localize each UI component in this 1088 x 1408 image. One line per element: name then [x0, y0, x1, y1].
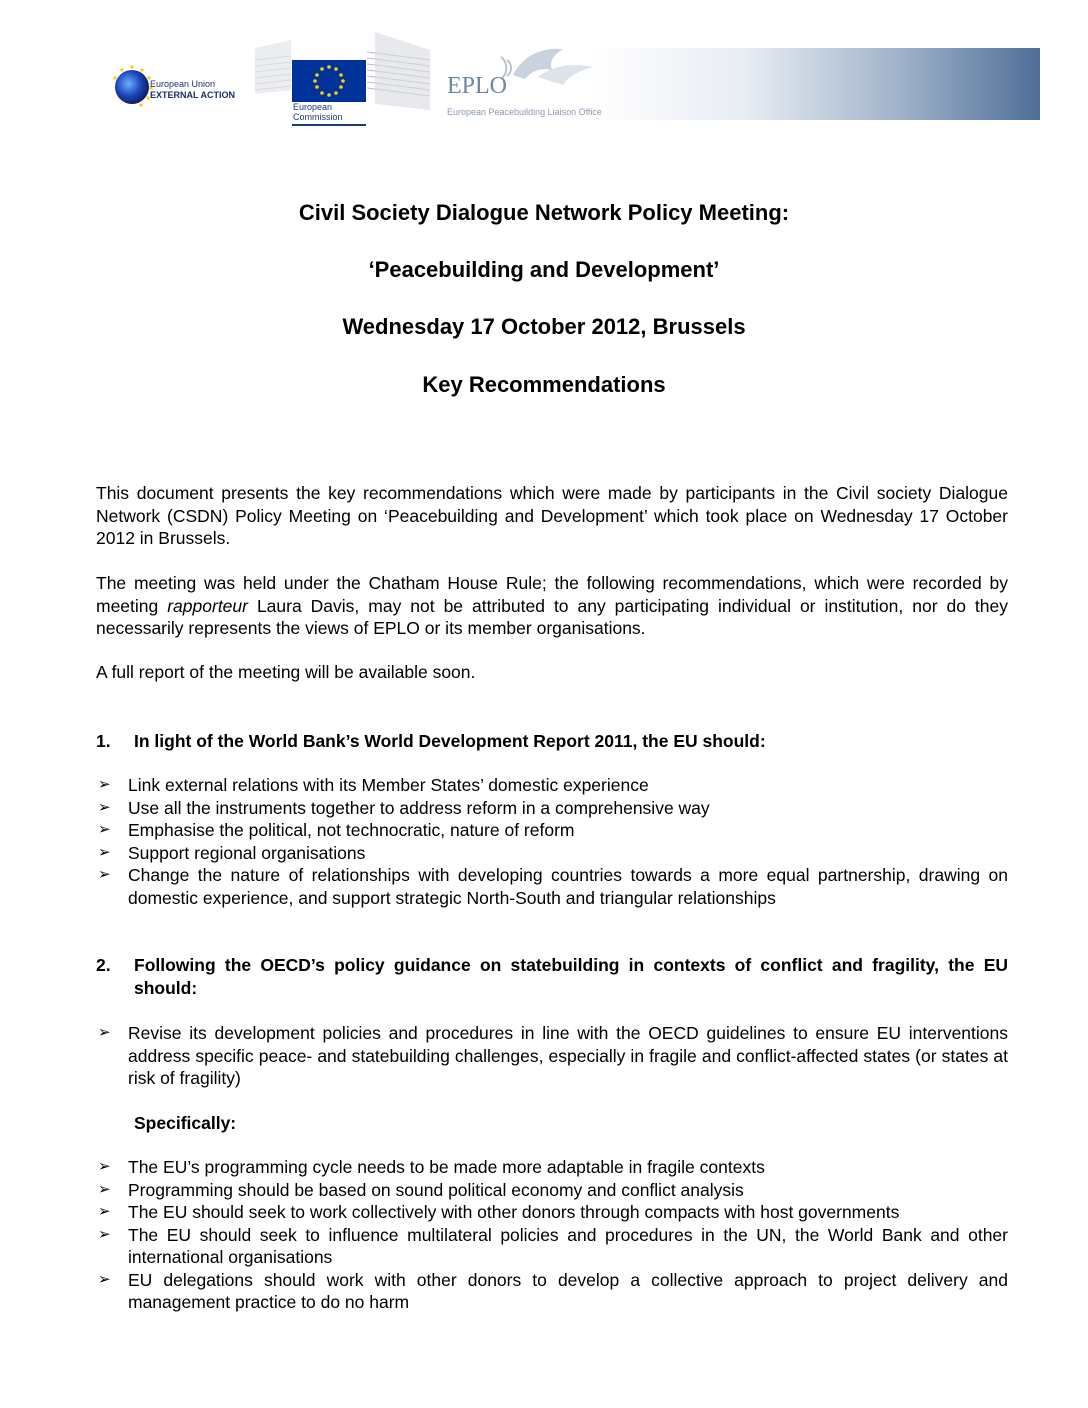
list-item-text: EU delegations should work with other donors to develop a collective approach to project delivery and management practice to do no harm	[128, 1269, 1008, 1312]
intro-paragraph-2-b: Laura Davis, may not be attributed to any participating individual or institution, nor do they necessarily represents the views of EPLO or its member organisations.	[96, 595, 1008, 638]
list-item	[96, 842, 1008, 865]
eplo-dove-icon	[493, 45, 603, 85]
list-item-text: The EU’s programming cycle needs to be made more adaptable in fragile contexts	[128, 1157, 765, 1177]
document-subtitle: ‘Peacebuilding and Development’	[368, 257, 720, 282]
section-2-heading	[96, 954, 1008, 999]
list-item-text: Link external relations with its Member States’ domestic experience	[128, 775, 649, 795]
ec-logo-line1: European	[293, 102, 333, 112]
list-item	[96, 1201, 1008, 1224]
eeas-globe-icon	[110, 55, 154, 115]
list-item	[96, 1224, 1008, 1269]
list-item	[96, 819, 1008, 842]
eplo-logo	[445, 45, 602, 123]
section-1-number: 1.	[96, 731, 111, 751]
section-1-heading	[96, 730, 1008, 753]
arrow-bullet-icon: ➢	[98, 776, 111, 793]
list-item-text: The EU should seek to influence multilateral policies and procedures in the UN, the World Bank and other international organisations	[128, 1224, 1008, 1267]
intro-paragraph-2	[96, 572, 1008, 640]
eplo-logo-title: EPLO	[447, 73, 507, 99]
list-item-text: The EU should seek to work collectively with other donors through compacts with host governments	[128, 1202, 900, 1222]
intro-paragraph-1: This document presents the key recommendations which were made by participants in the Civil society Dialogue Network (CSDN) Policy Meeting on ‘Peacebuilding and Development’ which took place on Wednesday 17 October 2012 in Brussels.	[96, 483, 1008, 548]
list-item-text: Revise its development policies and procedures in line with the OECD guidelines to ensure EU interventions address specific peace- and statebuilding challenges, especially in fragile and conflict-affected states (or states at risk of fragility)	[128, 1023, 1008, 1088]
specifically-label: Specifically:	[134, 1113, 237, 1133]
european-commission-logo	[255, 30, 435, 128]
arrow-bullet-icon: ➢	[98, 1180, 111, 1198]
list-item-text: Use all the instruments together to address reform in a comprehensive way	[128, 797, 710, 818]
eeas-logo-line2: EXTERNAL ACTION	[150, 90, 236, 100]
list-item	[96, 1156, 1008, 1179]
section-title: Key Recommendations	[422, 372, 666, 397]
section-2-number: 2.	[96, 955, 111, 975]
section-2-bullet-list	[96, 1022, 1008, 1090]
arrow-bullet-icon: ➢	[98, 1158, 111, 1175]
list-item	[96, 1022, 1008, 1090]
document-title: Civil Society Dialogue Network Policy Meeting:	[298, 200, 790, 225]
arrow-bullet-icon: ➢	[98, 798, 111, 816]
page-header	[0, 0, 1088, 140]
arrow-bullet-icon: ➢	[98, 843, 111, 861]
eeas-logo-line1: European Union	[150, 79, 216, 89]
eplo-logo-subtitle: European Peacebuilding Liaison Office	[447, 107, 602, 117]
list-item-text: Emphasise the political, not technocratic, nature of reform	[128, 820, 575, 840]
list-item	[96, 864, 1008, 909]
ec-logo-line2: Commission	[293, 112, 343, 122]
list-item-text: Support regional organisations	[128, 842, 366, 863]
meeting-date: Wednesday 17 October 2012, Brussels	[342, 314, 746, 339]
section-1-bullet-list	[96, 774, 1008, 909]
list-item	[96, 1269, 1008, 1314]
list-item	[96, 797, 1008, 820]
list-item	[96, 1179, 1008, 1202]
commission-building-icon	[255, 30, 435, 128]
list-item	[96, 774, 1008, 797]
arrow-bullet-icon: ➢	[98, 1203, 111, 1220]
section-1-heading-text: In light of the World Bank’s World Development Report 2011, the EU should:	[134, 731, 766, 751]
arrow-bullet-icon: ➢	[98, 821, 111, 838]
intro-paragraph-3: A full report of the meeting will be available soon.	[96, 662, 476, 682]
section-2-heading-text: Following the OECD’s policy guidance on statebuilding in contexts of conflict and fragility, the EU should:	[134, 955, 1008, 998]
arrow-bullet-icon: ➢	[98, 866, 111, 883]
list-item-text: Programming should be based on sound political economy and conflict analysis	[128, 1179, 744, 1200]
intro-paragraph-2-a: The meeting was held under the Chatham House Rule; the following recommendations, which were recorded by meeting	[96, 573, 1008, 616]
intro-paragraph-2-em: rapporteur	[167, 595, 248, 616]
ec-logo-text	[293, 102, 343, 122]
arrow-bullet-icon: ➢	[98, 1270, 111, 1288]
arrow-bullet-icon: ➢	[98, 1024, 111, 1041]
list-item-text: Change the nature of relationships with developing countries towards a more equal partnership, drawing on domestic experience, and support strategic North-South and triangular relationships	[128, 865, 1008, 908]
header-gradient-band	[590, 48, 1040, 120]
arrow-bullet-icon: ➢	[98, 1225, 111, 1243]
eeas-logo-text	[150, 79, 235, 101]
specifically-bullet-list	[96, 1156, 1008, 1314]
eeas-logo	[110, 55, 250, 115]
